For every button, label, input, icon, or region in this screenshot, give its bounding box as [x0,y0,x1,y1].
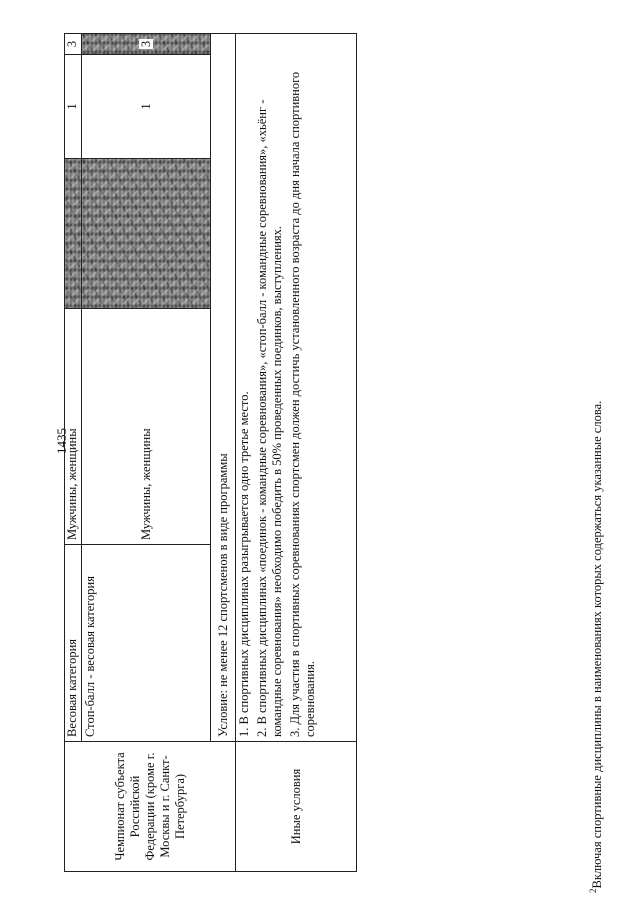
sports-table [64,33,357,872]
weight-category-header: Весовая категория [65,545,82,742]
discipline-value-1: 1 [82,55,211,159]
discipline-value-3-text: 3 [138,40,153,48]
hatched-cell [65,159,82,309]
discipline-value-3 [82,34,211,55]
footnote-text: Включая спортивные дисциплины в наименованиях которых содержаться указанные слова. [590,400,605,889]
footnote [588,13,605,893]
other-conditions-label: Иные условия [236,742,357,872]
table-header-row [65,34,82,872]
other-conditions-text [236,34,357,742]
header-value-1: 1 [65,55,82,159]
other-condition-3: 3. Для участия в спортивных соревнованиях спортсмен должен достичь установленного возраста до дня начала спортивного соревнования. [288,71,317,737]
discipline-gender: Мужчины, женщины [82,309,211,545]
page-number: 1435 [54,428,69,454]
hatched-cell [82,159,211,309]
condition-text: Условие: не менее 12 спортсменов в виде программы [211,34,236,742]
gender-header: Мужчины, женщины [65,309,82,545]
region-label-cell: Чемпионат субъекта Российской Федерации (кроме г. Москвы и г. Санкт-Петербурга) [65,742,236,872]
footnote-marker: 2 [588,888,598,893]
discipline-label: Стоп-балл - весовая категория [82,545,211,742]
other-condition-2: 2. В спортивных дисциплинах «поединок - командные соревнования», «стоп-балл - командные соревнования», «хьёнг - командные соревнования» необходимо победить в 50% проведенных поединков, выступлениях. [255,99,284,737]
header-value-3: 3 [65,34,82,55]
other-condition-1: 1. В спортивных дисциплинах разыгрывается одно третье место. [237,391,251,737]
other-conditions-row [236,34,357,872]
